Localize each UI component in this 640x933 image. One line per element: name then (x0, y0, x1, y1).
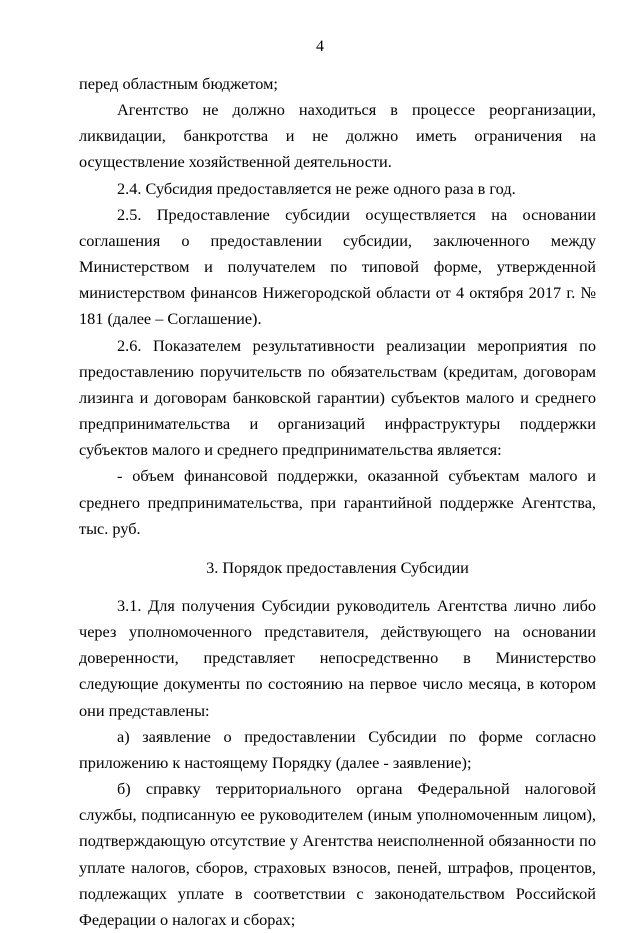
paragraph-indicator-item: - объем финансовой поддержки, оказанной субъектам малого и среднего предпринимательства, при гарантийной поддержке Агентства, тыс. руб. (79, 466, 596, 538)
section-heading: 3. Порядок предоставления Субсидии (206, 557, 469, 577)
paragraph-2-6: 2.6. Показателем результативности реализации мероприятия по предоставлению поручительств по обязательствам (кредитам, договорам лизинга и договорам банковской гарантии) субъектов малого и среднего предпринимательства и организаций инфраструктуры поддержки субъектов малого и среднего предпринимательства является: (79, 335, 596, 460)
paragraph-2-4: 2.4. Субсидия предоставляется не реже одного раза в год. (117, 178, 516, 198)
document-body (79, 71, 596, 933)
paragraph-item-b: б) справку территориального органа Федеральной налоговой службы, подписанную ее руководителем (иным уполномоченным лицом), подтверждающую отсутствие у Агентства неисполненной обязанности по уплате налогов, сборов, страховых взносов, пеней, штрафов, процентов, подлежащих уплате в соответствии с законодательством Российской Федерации о налогах и сборах; (79, 779, 596, 929)
page-number: 4 (316, 38, 324, 55)
paragraph-3-1: 3.1. Для получения Субсидии руководитель Агентства лично либо через уполномоченного представителя, действующего на основании доверенности, представляет непосредственно в Министерство следующие документы по состоянию на первое число месяца, в котором они представлены: (79, 595, 596, 720)
paragraph-item-a: а) заявление о предоставлении Субсидии по форме согласно приложению к настоящему Порядку (далее - заявление); (79, 726, 596, 772)
paragraph-agency-requirements: Агентство не должно находиться в процессе реорганизации, ликвидации, банкротства и не должно иметь ограничения на осуществление хозяйственной деятельности. (79, 100, 596, 172)
paragraph-continuation: перед областным бюджетом; (79, 74, 278, 93)
paragraph-2-5: 2.5. Предоставление субсидии осуществляется на основании соглашения о предоставлении субсидии, заключенного между Министерством и получателем по типовой форме, утвержденной министерством финансов Нижегородской области от 4 октября 2017 г. № 181 (далее – Соглашение). (79, 204, 596, 329)
